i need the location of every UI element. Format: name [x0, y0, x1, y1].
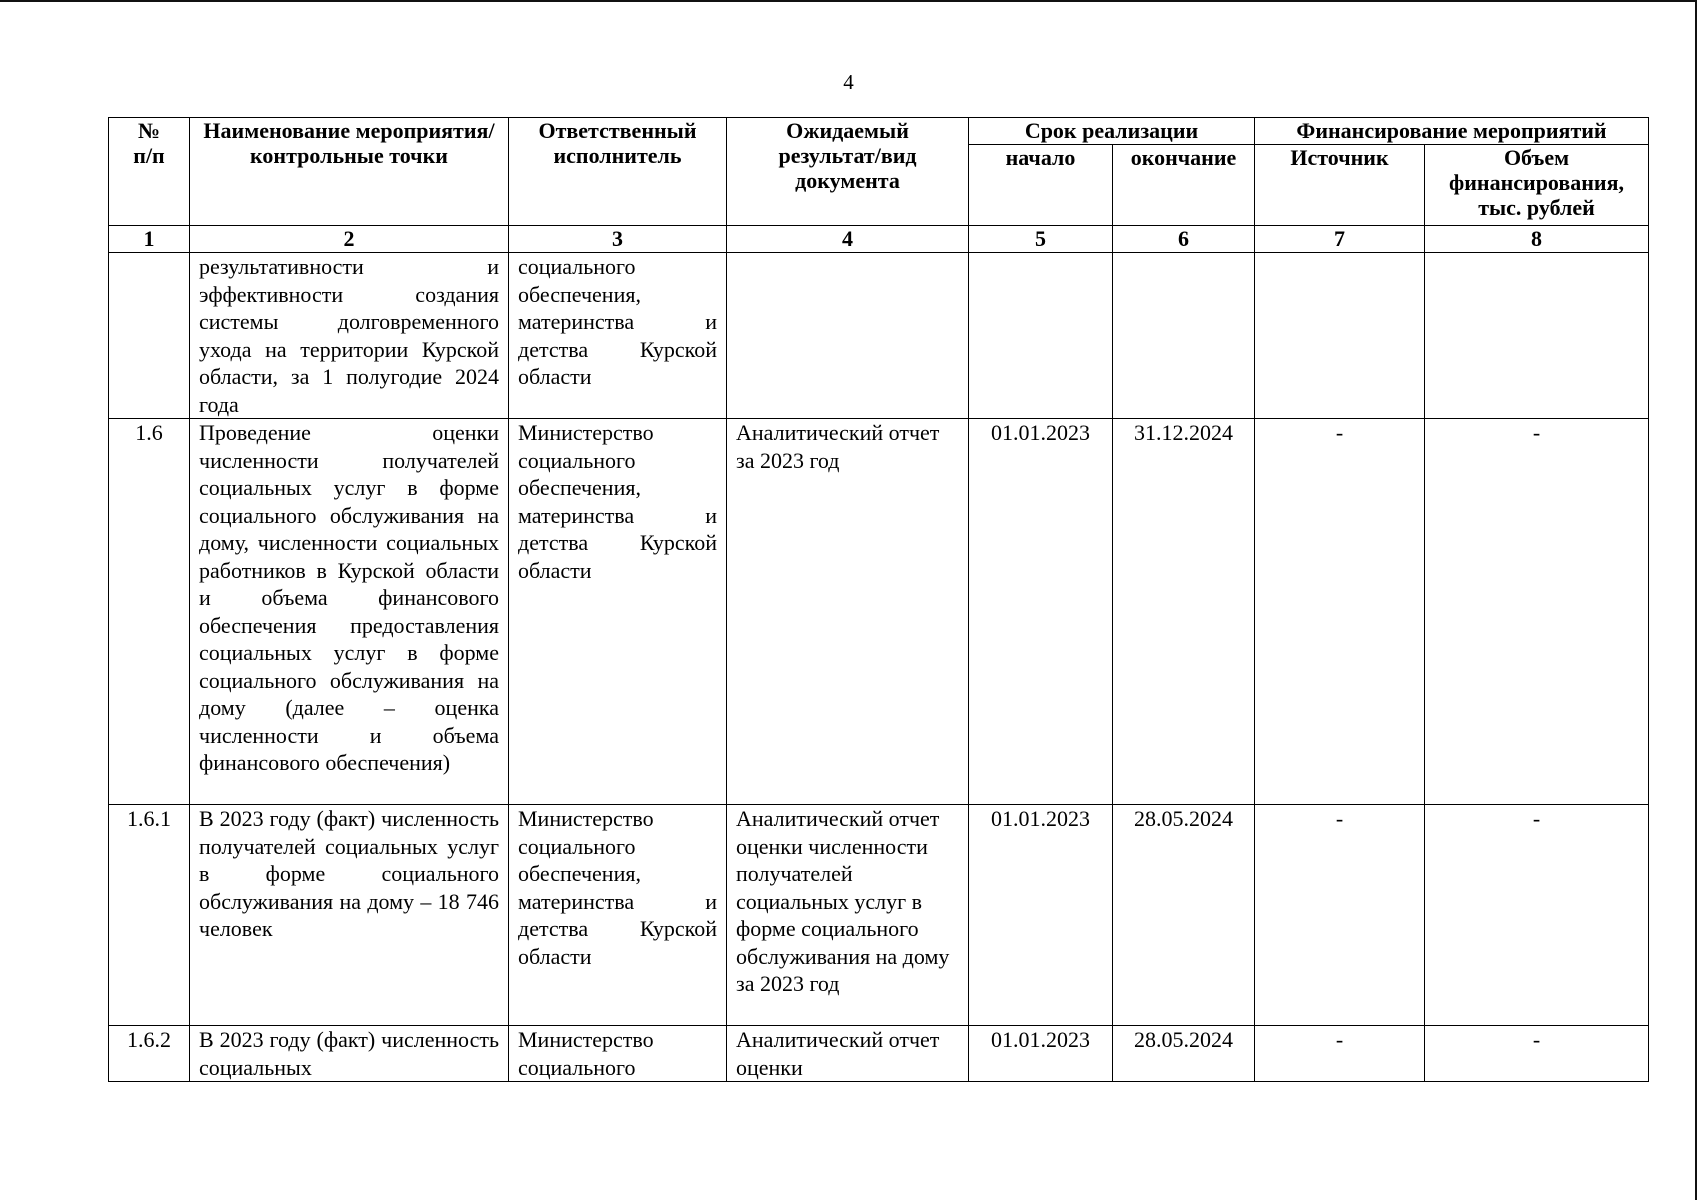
column-number: 3	[509, 226, 727, 253]
expected-result: Аналитический отчет оценки численности получателей социальных услуг в форме социального обслуживания на дому за 2023 год	[727, 805, 969, 1026]
column-number: 5	[969, 226, 1113, 253]
row-number	[109, 253, 190, 419]
start-date: 01.01.2023	[969, 805, 1113, 1026]
funding-volume: -	[1425, 419, 1649, 805]
funding-source: -	[1255, 805, 1425, 1026]
row-number: 1.6.2	[109, 1026, 190, 1082]
start-date: 01.01.2023	[969, 1026, 1113, 1082]
table-row	[109, 1026, 1649, 1082]
expected-result: Аналитический отчет оценки	[727, 1026, 969, 1082]
column-number: 1	[109, 226, 190, 253]
measure-name: Проведение оценки численности получателей социальных услуг в форме социального обслуживания на дому, численности социальных работников в Курской области и объема финансового обеспечения предоставления социальных услуг в форме социального обслуживания на дому (далее – оценка численности и объема финансового обеспечения)	[190, 419, 509, 805]
measure-name: В 2023 году (факт) численность получателей социальных услуг в форме социального обслуживания на дому – 18 746 человек	[190, 805, 509, 1026]
end-date: 28.05.2024	[1113, 805, 1255, 1026]
header-period-end: окончание	[1113, 145, 1255, 226]
header-financing: Финансирование мероприятий	[1255, 118, 1649, 145]
measures-table	[108, 117, 1649, 1082]
scan-edge-top	[0, 0, 1697, 2]
column-number: 7	[1255, 226, 1425, 253]
expected-result	[727, 253, 969, 419]
responsible-executor: социального обеспечения, материнства и детства Курской области	[509, 253, 727, 419]
funding-source: -	[1255, 1026, 1425, 1082]
column-number: 6	[1113, 226, 1255, 253]
funding-source	[1255, 253, 1425, 419]
row-number: 1.6	[109, 419, 190, 805]
expected-result: Аналитический отчет за 2023 год	[727, 419, 969, 805]
header-no: № п/п	[109, 118, 190, 226]
funding-source: -	[1255, 419, 1425, 805]
header-volume: Объем финансирования, тыс. рублей	[1425, 145, 1649, 226]
header-source: Источник	[1255, 145, 1425, 226]
end-date	[1113, 253, 1255, 419]
page-number: 4	[843, 70, 854, 94]
measure-name: В 2023 году (факт) численность социальных	[190, 1026, 509, 1082]
start-date: 01.01.2023	[969, 419, 1113, 805]
column-number: 4	[727, 226, 969, 253]
header-period-start: начало	[969, 145, 1113, 226]
table-row	[109, 805, 1649, 1026]
header-period: Срок реализации	[969, 118, 1255, 145]
end-date: 28.05.2024	[1113, 1026, 1255, 1082]
header-result: Ожидаемый результат/вид документа	[727, 118, 969, 226]
table-row	[109, 419, 1649, 805]
responsible-executor: Министерство социального обеспечения, материнства и детства Курской области	[509, 419, 727, 805]
header-responsible: Ответственный исполнитель	[509, 118, 727, 226]
header-name: Наименование мероприятия/контрольные точки	[190, 118, 509, 226]
column-number-row	[109, 226, 1649, 253]
column-number: 2	[190, 226, 509, 253]
table-row	[109, 253, 1649, 419]
funding-volume: -	[1425, 805, 1649, 1026]
column-number: 8	[1425, 226, 1649, 253]
responsible-executor: Министерство социального обеспечения, материнства и детства Курской области	[509, 805, 727, 1026]
measure-name: результативности и эффективности создания системы долговременного ухода на территории Курской области, за 1 полугодие 2024 года	[190, 253, 509, 419]
end-date: 31.12.2024	[1113, 419, 1255, 805]
row-number: 1.6.1	[109, 805, 190, 1026]
header-row-top	[109, 118, 1649, 145]
start-date	[969, 253, 1113, 419]
funding-volume: -	[1425, 1026, 1649, 1082]
responsible-executor: Министерство социального	[509, 1026, 727, 1082]
funding-volume	[1425, 253, 1649, 419]
